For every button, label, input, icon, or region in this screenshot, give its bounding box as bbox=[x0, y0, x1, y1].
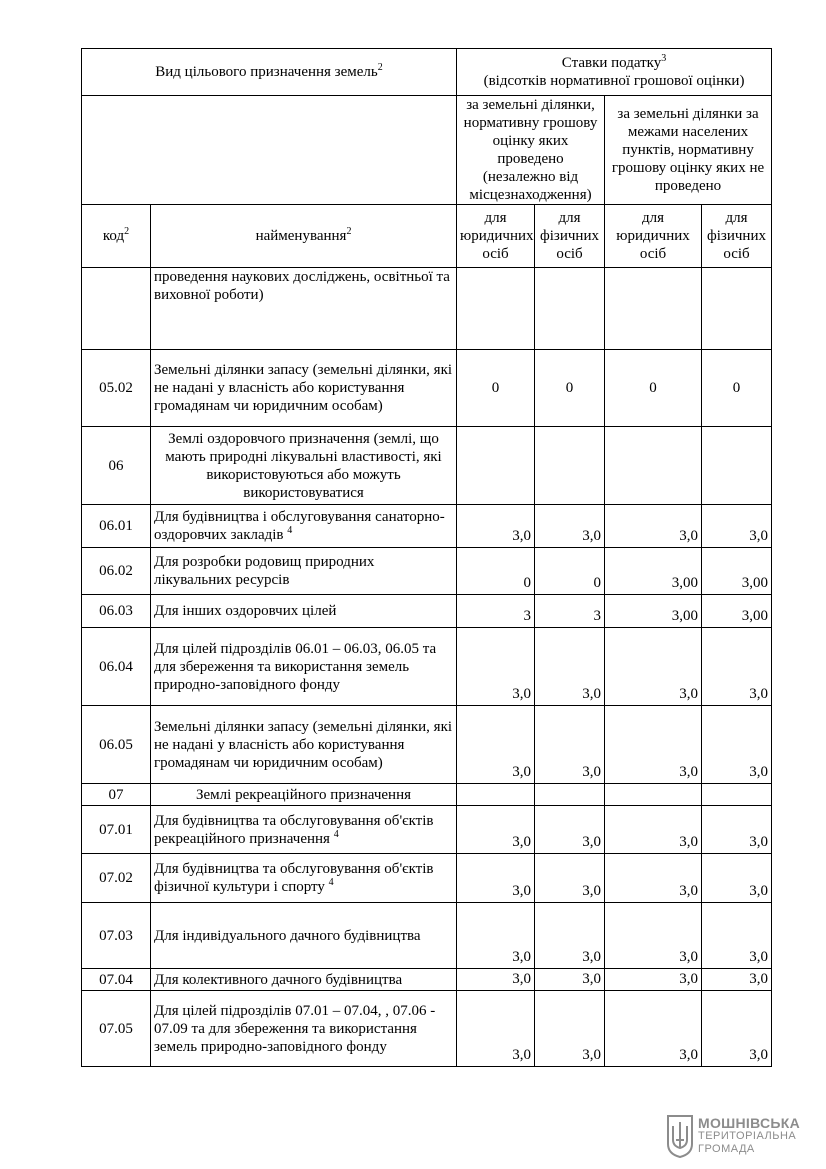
rate-cell: 3,0 bbox=[535, 505, 605, 548]
table-row bbox=[82, 505, 772, 548]
table-row bbox=[82, 903, 772, 969]
row-name: Земельні ділянки запасу (земельні ділянки, які не надані у власність або користування громадянам чи юридичним особам) bbox=[151, 706, 457, 784]
row-name: Для будівництва та обслуговування об'єктів рекреаційного призначення $^4$ bbox=[151, 806, 457, 854]
row-name: Землі рекреаційного призначення bbox=[151, 784, 457, 806]
rate-cell: 3,0 bbox=[535, 969, 605, 991]
tax-rates-header: Ставки податку$^3$ (відсотків нормативної грошової оцінки) bbox=[457, 49, 772, 96]
rate-cell: 0 bbox=[457, 350, 535, 427]
rate-cell: 3,00 bbox=[605, 548, 702, 595]
rate-cell: 3,0 bbox=[605, 969, 702, 991]
rate-cell: 3,0 bbox=[535, 991, 605, 1067]
row-name: Для колективного дачного будівництва bbox=[151, 969, 457, 991]
rate-cell: 0 bbox=[605, 350, 702, 427]
row-name: Для будівництва та обслуговування об'єктів фізичної культури і спорту $^4$ bbox=[151, 854, 457, 903]
assessed-plots-header: за земельні ділянки, нормативну грошову оцінку яких проведено (незалежно від місцезнаходження) bbox=[457, 96, 605, 205]
logo-line-3: ГРОМАДА bbox=[698, 1142, 755, 1155]
rate-cell bbox=[605, 427, 702, 505]
rate-cell: 3,0 bbox=[605, 806, 702, 854]
rate-cell: 3,0 bbox=[605, 505, 702, 548]
rate-cell bbox=[605, 268, 702, 350]
rate-cell: 0 bbox=[535, 548, 605, 595]
row-code: 07.03 bbox=[82, 903, 151, 969]
logo-line-1: МОШНІВСЬКА bbox=[698, 1114, 801, 1131]
rate-cell bbox=[535, 427, 605, 505]
row-name: Для цілей підрозділів 07.01 – 07.04, , 07.06 - 07.09 та для збереження та використання земель природно-заповідного фонду bbox=[151, 991, 457, 1067]
community-logo bbox=[666, 1112, 806, 1160]
row-name: Для розробки родовищ природних лікувальних ресурсів bbox=[151, 548, 457, 595]
table-row bbox=[82, 854, 772, 903]
rate-cell: 3,0 bbox=[702, 628, 772, 706]
row-name: Для індивідуального дачного будівництва bbox=[151, 903, 457, 969]
rate-cell bbox=[457, 268, 535, 350]
trident-emblem-icon bbox=[666, 1114, 694, 1158]
rate-cell: 3,0 bbox=[535, 854, 605, 903]
individuals-header-2: для фізичних осіб bbox=[702, 205, 772, 268]
table-row bbox=[82, 427, 772, 505]
rate-cell: 3,0 bbox=[457, 969, 535, 991]
rate-cell: 3,0 bbox=[535, 706, 605, 784]
rate-cell: 3,0 bbox=[457, 806, 535, 854]
row-name: Для інших оздоровчих цілей bbox=[151, 595, 457, 628]
rate-cell: 3,0 bbox=[702, 854, 772, 903]
row-code: 06.02 bbox=[82, 548, 151, 595]
legal-entities-header-1: для юридичних осіб bbox=[457, 205, 535, 268]
rate-cell: 3,0 bbox=[535, 806, 605, 854]
rate-cell: 3,0 bbox=[702, 969, 772, 991]
table-row bbox=[82, 628, 772, 706]
rate-cell: 3,0 bbox=[457, 628, 535, 706]
header-row-1 bbox=[82, 49, 772, 96]
rate-cell: 0 bbox=[535, 350, 605, 427]
row-name: Земельні ділянки запасу (земельні ділянки, які не надані у власність або користування громадянам чи юридичним особам) bbox=[151, 350, 457, 427]
rate-cell: 3 bbox=[535, 595, 605, 628]
header-row-2 bbox=[82, 96, 772, 205]
row-code: 06.03 bbox=[82, 595, 151, 628]
logo-line-2: ТЕРИТОРІАЛЬНА bbox=[698, 1129, 797, 1142]
rate-cell: 3,0 bbox=[702, 991, 772, 1067]
table-row bbox=[82, 595, 772, 628]
rate-cell: 3 bbox=[457, 595, 535, 628]
table-row bbox=[82, 806, 772, 854]
rate-cell bbox=[535, 784, 605, 806]
rate-cell: 3,00 bbox=[702, 595, 772, 628]
row-name: Для цілей підрозділів 06.01 – 06.03, 06.05 та для збереження та використання земель природно-заповідного фонду bbox=[151, 628, 457, 706]
rate-cell: 3,00 bbox=[605, 595, 702, 628]
rate-cell: 3,0 bbox=[535, 903, 605, 969]
rate-cell: 3,0 bbox=[702, 903, 772, 969]
rate-cell bbox=[702, 784, 772, 806]
row-code: 07 bbox=[82, 784, 151, 806]
rate-cell: 3,0 bbox=[457, 854, 535, 903]
rate-cell bbox=[457, 784, 535, 806]
rate-cell bbox=[702, 268, 772, 350]
table-row bbox=[82, 706, 772, 784]
row-code: 07.04 bbox=[82, 969, 151, 991]
row-code: 05.02 bbox=[82, 350, 151, 427]
row-code: 07.02 bbox=[82, 854, 151, 903]
table-row bbox=[82, 784, 772, 806]
rate-cell bbox=[702, 427, 772, 505]
rate-cell: 3,0 bbox=[605, 903, 702, 969]
rate-cell: 3,0 bbox=[535, 628, 605, 706]
rate-cell: 3,0 bbox=[702, 806, 772, 854]
row-name: проведення наукових досліджень, освітньої та виховної роботи) bbox=[151, 268, 457, 350]
row-code: 07.05 bbox=[82, 991, 151, 1067]
rate-cell: 3,0 bbox=[457, 903, 535, 969]
rate-cell bbox=[605, 784, 702, 806]
rate-cell: 3,0 bbox=[605, 991, 702, 1067]
table-row bbox=[82, 991, 772, 1067]
legal-entities-header-2: для юридичних осіб bbox=[605, 205, 702, 268]
rate-cell: 0 bbox=[702, 350, 772, 427]
row-name: Для будівництва і обслуговування санаторно-оздоровчих закладів $^4$ bbox=[151, 505, 457, 548]
rate-cell: 3,0 bbox=[605, 854, 702, 903]
rate-cell: 3,0 bbox=[457, 706, 535, 784]
land-type-header: Вид цільового призначення земель$^2$ bbox=[82, 49, 457, 96]
rate-cell bbox=[535, 268, 605, 350]
row-code: 06.05 bbox=[82, 706, 151, 784]
rate-cell: 3,00 bbox=[702, 548, 772, 595]
individuals-header-1: для фізичних осіб bbox=[535, 205, 605, 268]
rate-cell: 3,0 bbox=[605, 628, 702, 706]
table-row bbox=[82, 548, 772, 595]
tax-rates-table bbox=[81, 48, 772, 1067]
rate-cell: 0 bbox=[457, 548, 535, 595]
row-code: 07.01 bbox=[82, 806, 151, 854]
rate-cell: 3,0 bbox=[702, 706, 772, 784]
table-row bbox=[82, 350, 772, 427]
rate-cell: 3,0 bbox=[605, 706, 702, 784]
row-code: 06.04 bbox=[82, 628, 151, 706]
row-code bbox=[82, 268, 151, 350]
not-assessed-plots-header: за земельні ділянки за межами населених пунктів, нормативну грошову оцінку яких не проведено bbox=[605, 96, 772, 205]
rate-cell: 3,0 bbox=[457, 505, 535, 548]
rate-cell bbox=[457, 427, 535, 505]
header-row-3 bbox=[82, 205, 772, 268]
row-code: 06 bbox=[82, 427, 151, 505]
table-row bbox=[82, 969, 772, 991]
row-name: Землі оздоровчого призначення (землі, що мають природні лікувальні властивості, які використовуються або можуть використовуватися bbox=[151, 427, 457, 505]
code-column-header: код$^2$ bbox=[82, 205, 151, 268]
row-code: 06.01 bbox=[82, 505, 151, 548]
table-row bbox=[82, 268, 772, 350]
rate-cell: 3,0 bbox=[457, 991, 535, 1067]
name-column-header: найменування$^2$ bbox=[151, 205, 457, 268]
rate-cell: 3,0 bbox=[702, 505, 772, 548]
